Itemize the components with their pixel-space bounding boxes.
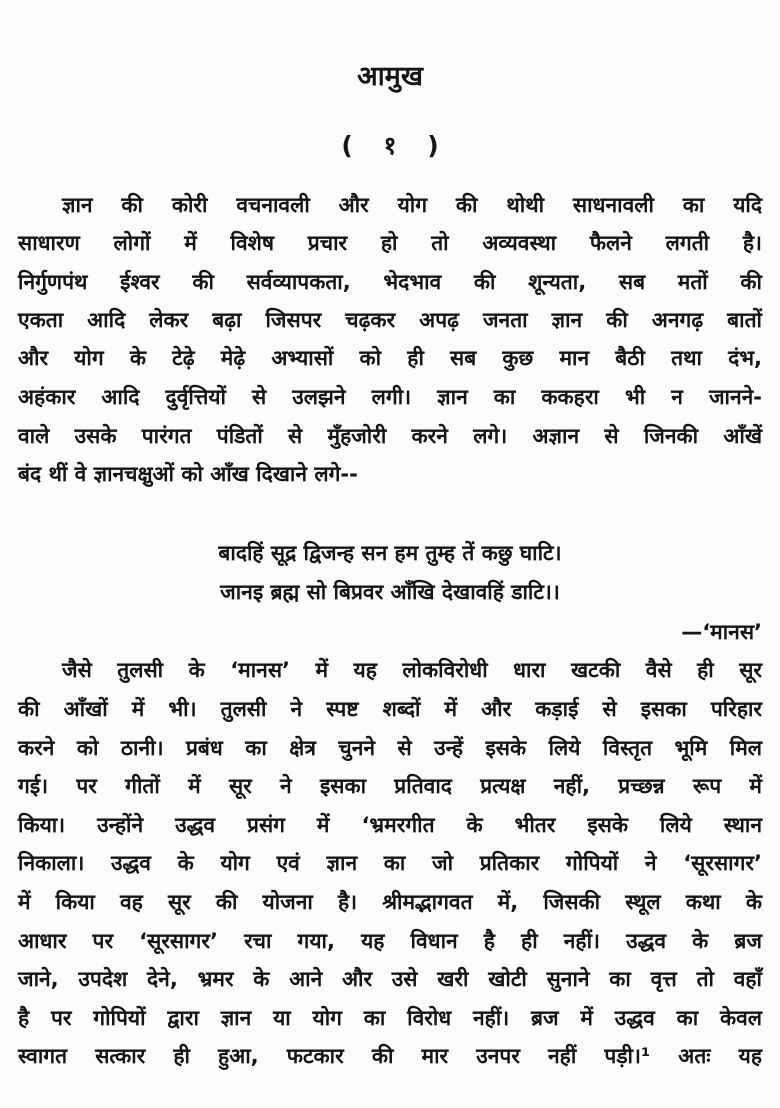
text-line: निकाला। उद्धव के योग एवं ज्ञान का जो प्रतिकार गोपियों ने ‘सूरसागर’ — [18, 851, 762, 875]
text-line: निर्गुणपंथ ईश्वर की सर्वव्यापकता, भेदभाव की शून्यता, सब मतों की — [18, 270, 762, 294]
verse-attribution: —‘मानस’ — [681, 620, 762, 644]
text-line: में किया वह सूर की योजना है। श्रीमद्भागवत में, जिसकी स्थूल कथा के — [18, 890, 762, 914]
text-line: वाले उसके पारंगत पंडितों से मुँहजोरी करने लगे। अज्ञान से जिनकी आँखें — [18, 424, 762, 448]
page-heading: आमुख — [357, 61, 423, 92]
section-number: ( १ ) — [341, 131, 439, 160]
text-line: करने को ठानी। प्रबंध का क्षेत्र चुनने से उन्हें इसके लिये विस्तृत भूमि मिल — [18, 736, 762, 760]
text-line: अहंकार आदि दुर्वृत्तियों से उलझने लगी। ज्ञान का ककहरा भी न जानने- — [18, 385, 762, 409]
text-line: जाने, उपदेश देने, भ्रमर के आने और उसे खरी खोटी सुनाने का वृत्त तो वहाँ — [18, 967, 762, 991]
text-line: किया। उन्होंने उद्धव प्रसंग में ‘भ्रमरगीत के भीतर इसके लिये स्थान — [18, 813, 762, 837]
text-line: बंद थीं वे ज्ञानचक्षुओं को आँख दिखाने लगे-- — [18, 462, 358, 486]
text-line: है पर गोपियों द्वारा ज्ञान या योग का विरोध नहीं। ब्रज में उद्धव का केवल — [18, 1006, 762, 1030]
text-line: और योग के टेढ़े मेढ़े अभ्यासों को ही सब कुछ मान बैठी तथा दंभ, — [18, 346, 762, 370]
text-line: आधार पर ‘सूरसागर’ रचा गया, यह विधान है ही नहीं। उद्धव के ब्रज — [18, 929, 762, 953]
text-line: ज्ञान की कोरी वचनावली और योग की थोथी साधनावली का यदि — [62, 193, 762, 217]
text-line: जैसे तुलसी के ‘मानस’ में यह लोकविरोधी धारा खटकी वैसे ही सूर — [62, 658, 762, 682]
verse-line: बादहिं सूद्र द्विजन्ह सन हम तुम्ह तें कछु घाटि। — [218, 541, 562, 565]
text-line: एकता आदि लेकर बढ़ा जिसपर चढ़कर अपढ़ जनता ज्ञान की अनगढ़ बातों — [18, 308, 762, 332]
text-line: स्वागत सत्कार ही हुआ, फटकार की मार उनपर नहीं पड़ी।¹ अतः यह — [18, 1044, 762, 1068]
text-line: की आँखों में भी। तुलसी ने स्पष्ट शब्दों में और कड़ाई से इसका परिहार — [18, 697, 762, 721]
text-line: गई। पर गीतों में सूर ने इसका प्रतिवाद प्रत्यक्ष नहीं, प्रच्छन्न रूप में — [18, 774, 762, 798]
verse-line: जानइ ब्रह्म सो बिप्रवर आँखि देखावहिं डाटि।। — [220, 580, 560, 604]
text-line: साधारण लोगों में विशेष प्रचार हो तो अव्यवस्था फैलने लगती है। — [18, 231, 762, 255]
